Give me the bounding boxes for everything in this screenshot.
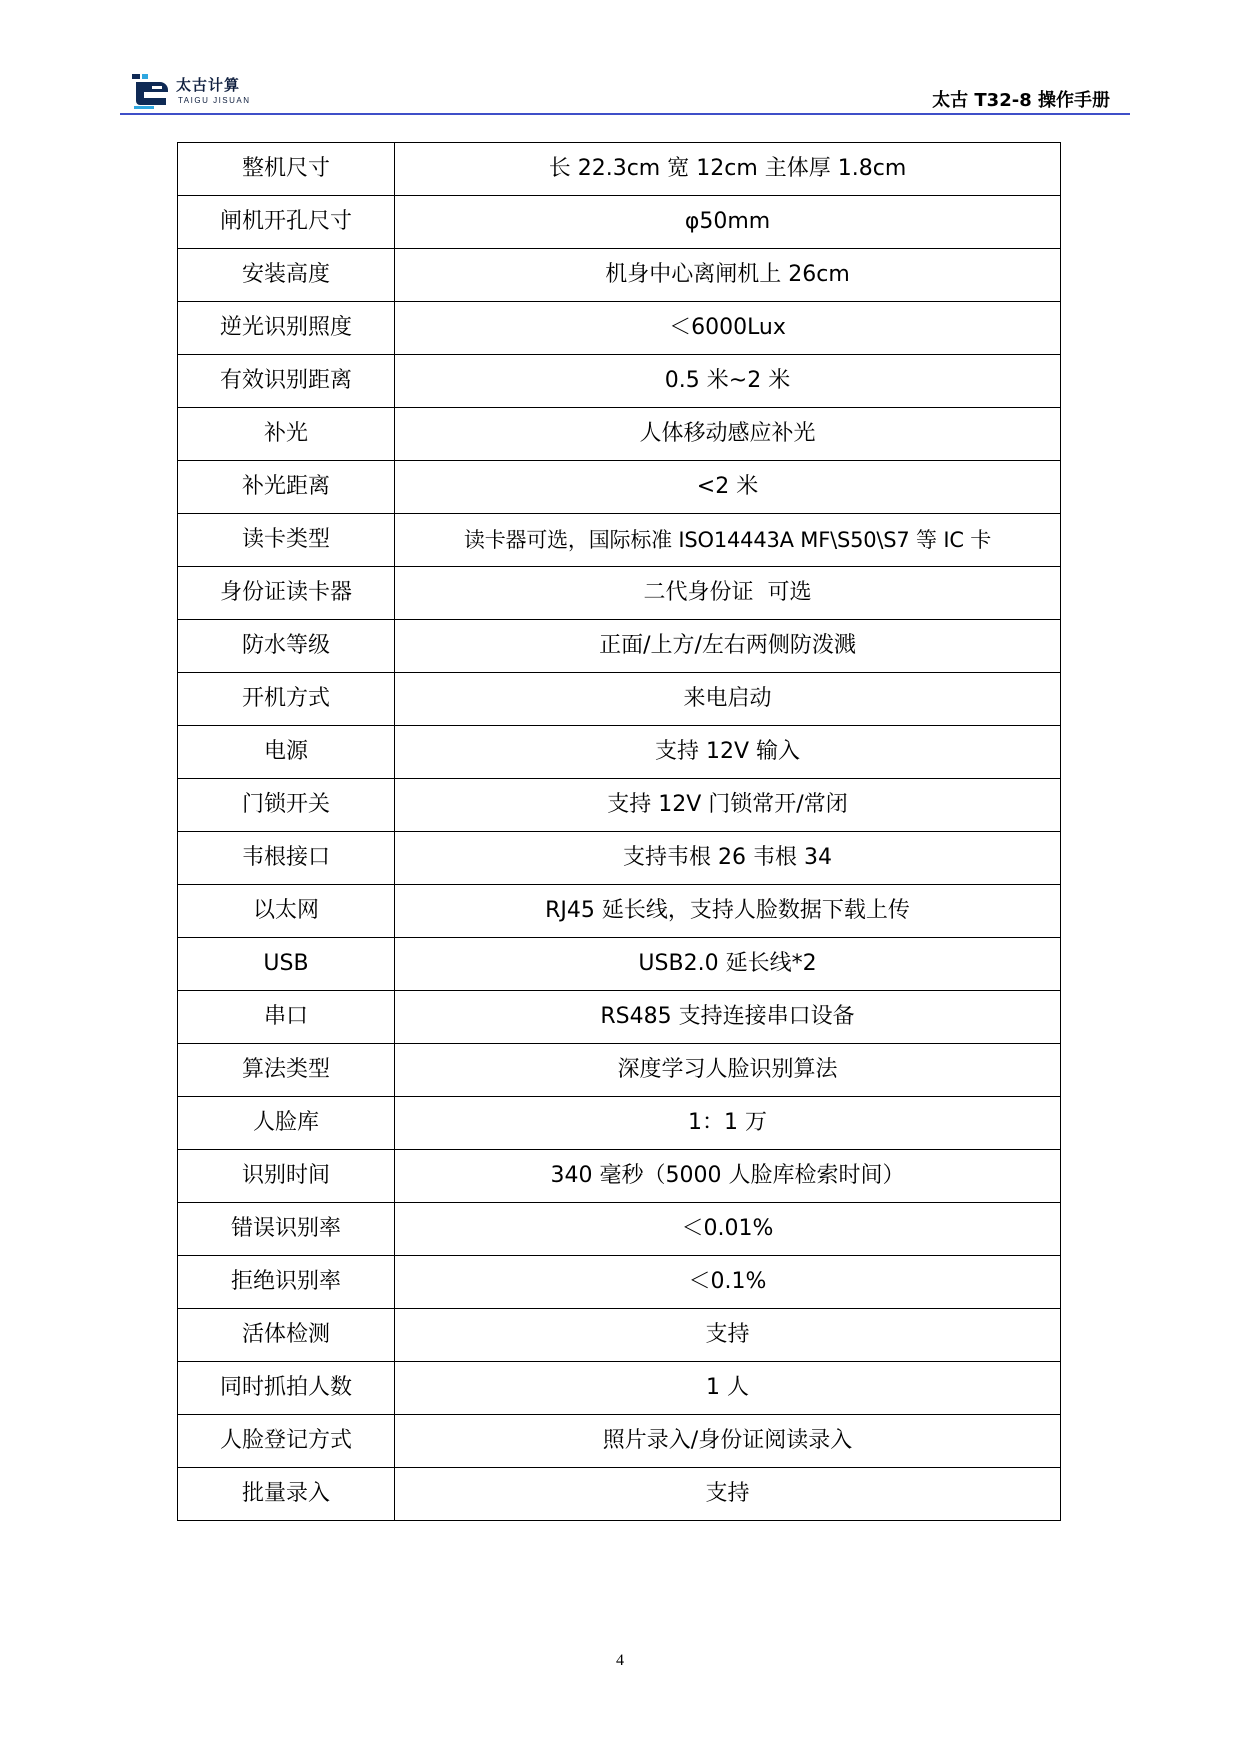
table-row <box>178 779 1061 832</box>
table-row <box>178 355 1061 408</box>
logo-chinese-text: 太古计算 <box>176 76 241 94</box>
spec-value: ＜6000Lux <box>395 302 1061 355</box>
spec-key: 补光 <box>178 408 395 461</box>
spec-value: ＜0.1% <box>395 1256 1061 1309</box>
table-row <box>178 726 1061 779</box>
table-row <box>178 249 1061 302</box>
table-row <box>178 885 1061 938</box>
spec-key: 识别时间 <box>178 1150 395 1203</box>
spec-key: 以太网 <box>178 885 395 938</box>
spec-value: <2 米 <box>395 461 1061 514</box>
table-row <box>178 408 1061 461</box>
spec-key: 补光距离 <box>178 461 395 514</box>
spec-key: 韦根接口 <box>178 832 395 885</box>
spec-value: 正面/上方/左右两侧防泼溅 <box>395 620 1061 673</box>
table-row <box>178 1097 1061 1150</box>
spec-key: 逆光识别照度 <box>178 302 395 355</box>
table-row <box>178 673 1061 726</box>
table-row <box>178 1415 1061 1468</box>
logo-english-text: TAIGU JISUAN <box>178 96 251 105</box>
spec-value: USB2.0 延长线*2 <box>395 938 1061 991</box>
spec-key: 人脸库 <box>178 1097 395 1150</box>
spec-value: 支持 <box>395 1309 1061 1362</box>
table-row <box>178 832 1061 885</box>
spec-key: USB <box>178 938 395 991</box>
page-number: 4 <box>616 1652 624 1669</box>
spec-value: 支持韦根 26 韦根 34 <box>395 832 1061 885</box>
spec-key: 闸机开孔尺寸 <box>178 196 395 249</box>
spec-value: RJ45 延长线，支持人脸数据下载上传 <box>395 885 1061 938</box>
spec-value: 人体移动感应补光 <box>395 408 1061 461</box>
table-row <box>178 514 1061 567</box>
spec-key: 读卡类型 <box>178 514 395 567</box>
spec-key: 错误识别率 <box>178 1203 395 1256</box>
spec-key: 算法类型 <box>178 1044 395 1097</box>
table-row <box>178 1256 1061 1309</box>
manual-title: 太古 T32-8 操作手册 <box>932 90 1110 111</box>
table-row <box>178 991 1061 1044</box>
spec-value: 340 毫秒（5000 人脸库检索时间） <box>395 1150 1061 1203</box>
spec-value: 支持 12V 输入 <box>395 726 1061 779</box>
table-row <box>178 461 1061 514</box>
page-header <box>120 66 1130 118</box>
spec-value: 支持 12V 门锁常开/常闭 <box>395 779 1061 832</box>
spec-key: 身份证读卡器 <box>178 567 395 620</box>
table-row <box>178 620 1061 673</box>
spec-key: 有效识别距离 <box>178 355 395 408</box>
spec-value: φ50mm <box>395 196 1061 249</box>
spec-key: 电源 <box>178 726 395 779</box>
spec-key: 人脸登记方式 <box>178 1415 395 1468</box>
spec-value: 照片录入/身份证阅读录入 <box>395 1415 1061 1468</box>
specification-table <box>177 142 1061 1521</box>
spec-value: 来电启动 <box>395 673 1061 726</box>
spec-key: 整机尺寸 <box>178 143 395 196</box>
header-divider <box>120 113 1130 115</box>
spec-value: 机身中心离闸机上 26cm <box>395 249 1061 302</box>
spec-key: 活体检测 <box>178 1309 395 1362</box>
spec-value: ＜0.01% <box>395 1203 1061 1256</box>
table-row <box>178 1362 1061 1415</box>
table-row <box>178 1468 1061 1521</box>
table-row <box>178 302 1061 355</box>
spec-value: 1：1 万 <box>395 1097 1061 1150</box>
spec-key: 安装高度 <box>178 249 395 302</box>
spec-key: 门锁开关 <box>178 779 395 832</box>
spec-value: 读卡器可选，国际标准 ISO14443A MF\S50\S7 等 IC 卡 <box>395 514 1061 567</box>
table-row <box>178 1203 1061 1256</box>
table-row <box>178 567 1061 620</box>
table-row <box>178 196 1061 249</box>
spec-key: 同时抓拍人数 <box>178 1362 395 1415</box>
spec-key: 批量录入 <box>178 1468 395 1521</box>
spec-value: 0.5 米~2 米 <box>395 355 1061 408</box>
spec-key: 防水等级 <box>178 620 395 673</box>
table-row <box>178 1309 1061 1362</box>
spec-value: 深度学习人脸识别算法 <box>395 1044 1061 1097</box>
spec-key: 串口 <box>178 991 395 1044</box>
spec-key: 拒绝识别率 <box>178 1256 395 1309</box>
spec-value: RS485 支持连接串口设备 <box>395 991 1061 1044</box>
company-logo <box>130 72 260 112</box>
spec-key: 开机方式 <box>178 673 395 726</box>
table-row <box>178 938 1061 991</box>
table-row <box>178 1150 1061 1203</box>
spec-value: 支持 <box>395 1468 1061 1521</box>
table-row <box>178 143 1061 196</box>
logo-mark-icon <box>130 72 172 112</box>
spec-value: 二代身份证 可选 <box>395 567 1061 620</box>
spec-value: 1 人 <box>395 1362 1061 1415</box>
spec-value: 长 22.3cm 宽 12cm 主体厚 1.8cm <box>395 143 1061 196</box>
table-row <box>178 1044 1061 1097</box>
